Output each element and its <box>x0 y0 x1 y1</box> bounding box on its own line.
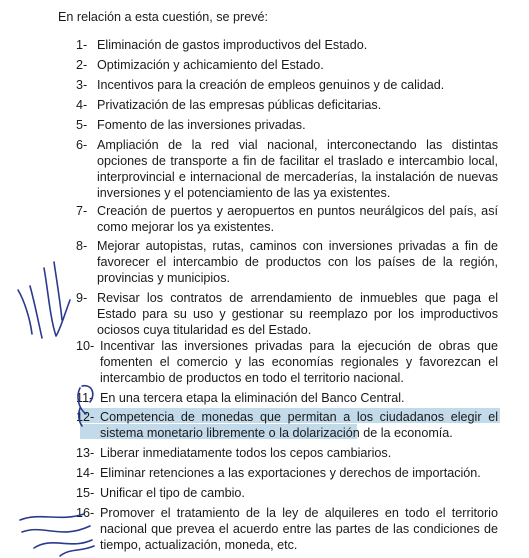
list-item <box>76 97 498 113</box>
item-text: Fomento de las inversiones privadas. <box>97 118 306 132</box>
item-text: Revisar los contratos de arrendamiento de inmuebles que paga el Estado para su uso y gestionar su reemplazo por los improductivos ociosos cuya titularidad es del Estado. <box>97 291 498 337</box>
list-item <box>76 485 498 501</box>
list-item <box>76 409 498 441</box>
list-item <box>76 117 498 133</box>
item-text: Liberar inmediatamente todos los cepos cambiarios. <box>100 446 392 460</box>
list-item <box>76 465 498 481</box>
item-text: Incentivos para la creación de empleos genuinos y de calidad. <box>97 78 445 92</box>
item-number: 13- <box>76 446 95 460</box>
item-text: Promover el tratamiento de la ley de alquileres en todo el territorio nacional que prevea el acuerdo entre las partes de las condiciones de tiempo, actualización, moneda, etc. <box>100 506 498 552</box>
margin-scribble-2 <box>54 262 62 320</box>
intro-text: En relación a esta cuestión, se prevé: <box>58 10 269 24</box>
item-text: Incentivar las inversiones privadas para la ejecución de obras que fomenten el comercio y las economías regionales y favorezcan el intercambio de productos en todo el territorio nacional. <box>100 339 498 385</box>
item-text: Ampliación de la red vial nacional, interconectando las distintas opciones de transporte a fin de facilitar el traslado e intercambio local, interprovincial e internacional de mercaderías, la instalación de nuevas inversiones y el potenciamiento de las ya existentes. <box>97 138 498 200</box>
item-number: 11- <box>76 391 94 405</box>
item-number: 7- <box>76 204 88 218</box>
item-text: Creación de puertos y aeropuertos en puntos neurálgicos del país, así como mejorar los ya existentes. <box>97 204 498 234</box>
margin-scribble <box>18 268 70 338</box>
item-number: 10- <box>76 339 95 353</box>
item-text: Eliminación de gastos improductivos del Estado. <box>97 38 368 52</box>
list-item <box>76 445 498 461</box>
item-number: 8- <box>76 239 88 253</box>
item-text: Mejorar autopistas, rutas, caminos con inversiones privadas a fin de favorecer el intercambio de productos con los países de la región, provincias y municipios. <box>97 239 498 285</box>
item-text: Competencia de monedas que permitan a los ciudadanos elegir el sistema monetario libremente o la dolarización de la economía. <box>100 410 498 440</box>
item-text: Eliminar retenciones a las exportaciones y derechos de importación. <box>100 466 481 480</box>
item-number: 16- <box>76 506 95 520</box>
item-text: En una tercera etapa la eliminación del Banco Central. <box>100 391 405 405</box>
item-number: 3- <box>76 78 88 92</box>
item-number: 1- <box>76 38 88 52</box>
list-item <box>76 290 498 338</box>
list-item <box>76 238 498 286</box>
list-item <box>76 77 498 93</box>
item-number: 2- <box>76 58 88 72</box>
list-item <box>76 390 498 406</box>
item-number: 4- <box>76 98 88 112</box>
item-number: 6- <box>76 138 88 152</box>
item-text: Optimización y achicamiento del Estado. <box>97 58 324 72</box>
list-item <box>76 505 498 553</box>
list-item <box>76 338 498 386</box>
list-item <box>76 203 498 235</box>
list-item <box>76 57 498 73</box>
item-number: 15- <box>76 486 95 500</box>
item-number: 12- <box>76 410 95 424</box>
list-item <box>76 137 498 201</box>
item-text: Unificar el tipo de cambio. <box>100 486 245 500</box>
item-number: 14- <box>76 466 95 480</box>
item-text: Privatización de las empresas públicas deficitarias. <box>97 98 382 112</box>
list-item <box>76 37 498 53</box>
item-number: 9- <box>76 291 88 305</box>
item-number: 5- <box>76 118 88 132</box>
